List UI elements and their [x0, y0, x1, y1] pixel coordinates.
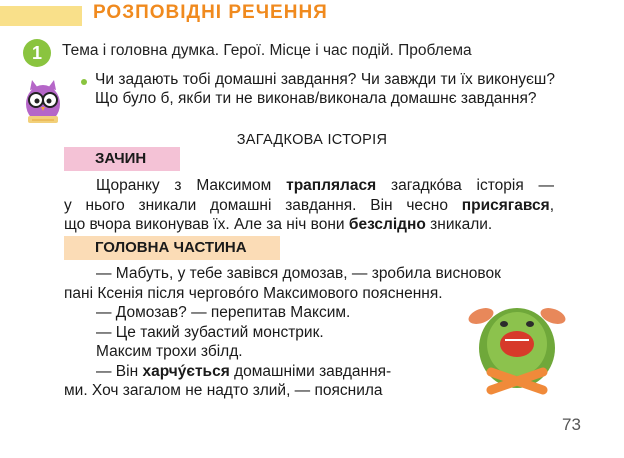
title-accent-bar	[0, 6, 82, 26]
section-label-main-part: ГОЛОВНА ЧАСТИНА	[64, 236, 280, 260]
bullet-dot	[81, 79, 87, 85]
owl-mascot-icon	[18, 76, 68, 133]
main-line-7: ми. Хоч загалом не надто злий, — пояснила	[64, 382, 383, 399]
monster-illustration-icon	[467, 296, 567, 401]
section-label-beginning: ЗАЧИН	[64, 147, 180, 171]
page-number: 73	[562, 415, 581, 434]
main-line-2: пані Ксенія після черговóго Максимового пояснення.	[64, 284, 443, 302]
task-question: Чи задають тобі домашні завдання? Чи завжди ти їх виконуєш? Що було б, якби ти не виконав/виконала домашнє завдання?	[95, 71, 555, 107]
intro-line-3: що вчора виконував їх. Але за ніч вони безслідно зникали.	[64, 216, 493, 233]
main-line-6: — Він харчýється домашніми завдання-	[96, 362, 392, 380]
intro-paragraph	[64, 176, 554, 235]
page-title: РОЗПОВІДНІ РЕЧЕННЯ	[93, 2, 328, 23]
intro-line-1: Щоранку з Максимом траплялася загадкóва історія —	[96, 177, 555, 194]
main-line-1: — Мабуть, у тебе завівся домозав, — зробила висновок	[96, 265, 501, 282]
intro-line-2: у нього зникали домашні завдання. Він чесно присягався,	[64, 196, 554, 214]
task-number-badge: 1	[23, 39, 51, 67]
main-line-4: — Це такий зубастий монстрик.	[96, 323, 324, 341]
main-line-3: — Домозав? — перепитав Максим.	[96, 304, 351, 321]
main-line-5: Максим трохи збілд.	[96, 343, 243, 360]
task-instruction: Тема і головна думка. Герої. Місце і час подій. Проблема	[62, 42, 472, 59]
story-title: ЗАГАДКОВА ІСТОРІЯ	[236, 132, 388, 148]
